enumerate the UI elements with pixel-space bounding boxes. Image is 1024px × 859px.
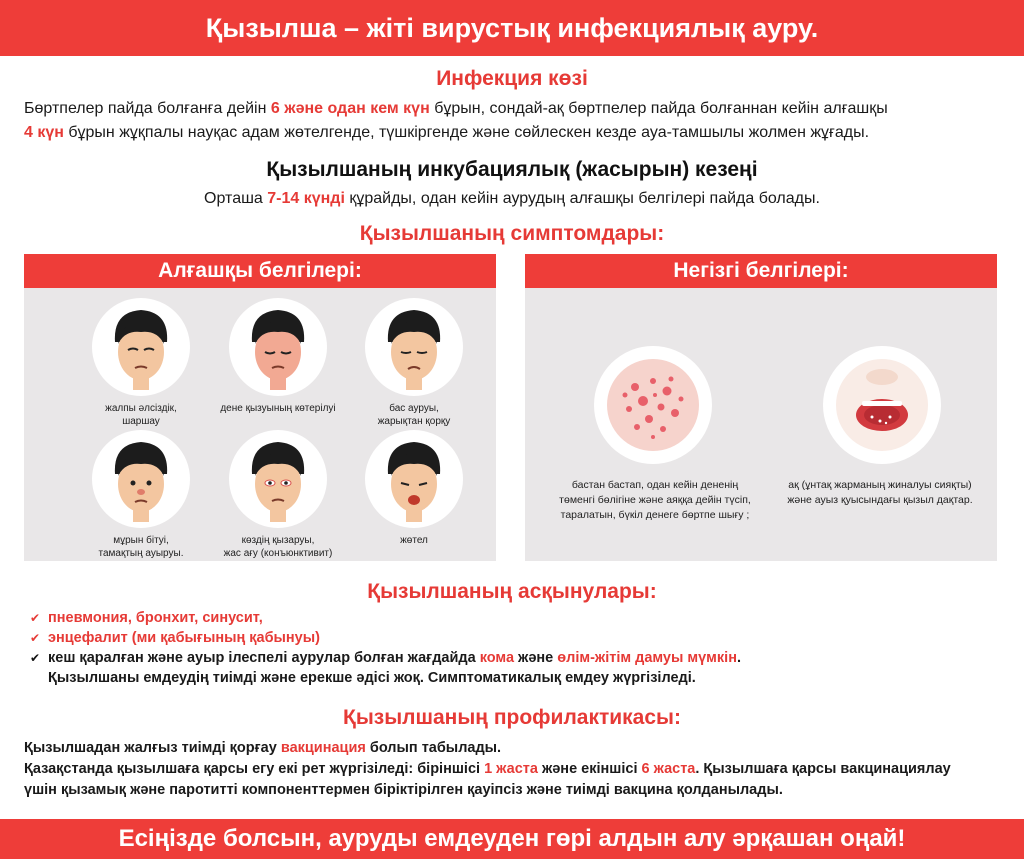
cough-face-icon <box>365 430 463 528</box>
footer-text: Есіңізде болсын, ауруды емдеуден гөрі алдын алу әрқашан оңай! <box>118 825 906 852</box>
headache-face-icon <box>365 298 463 396</box>
mouth-spots-caption: ақ (ұнтақ жарманың жиналуы сияқты) және ауыз қуысындағы қызыл дақтар. <box>787 479 973 506</box>
symptom-red-eyes: көздің қызаруы, жас ағу (конъюнктивит) <box>208 430 348 560</box>
complications-list <box>30 608 741 688</box>
symptoms-title: Қызылшаның симптомдары: <box>359 222 665 245</box>
runny-nose-face-icon <box>92 430 190 528</box>
symptom-cough: жөтел <box>344 430 484 547</box>
page-title: Қызылша – жіті вирустық инфекциялық ауру. <box>205 12 819 43</box>
check-icon: ✔ <box>30 611 41 625</box>
main-signs-panel <box>525 254 997 561</box>
main-signs-title: Негізгі белгілері: <box>525 254 997 288</box>
symptom-fever: дене қызуының көтерілуі <box>208 298 348 415</box>
prevention-title: Қызылшаның профилактикасы: <box>343 706 681 729</box>
mouth-spots-icon <box>823 346 941 464</box>
infection-source-text: Бөртпелер пайда болғанға дейін 6 және одан кем күн бұрын, сондай-ақ бөртпелер пайда болғаннан кейін алғашқы 4 күн бұрын жұқпалы науқас адам жөтелгенде, түшкіргенде және сөйлескен кезде ауа-тамшылы жолмен жұғады. <box>24 100 888 141</box>
list-item: ✔ пневмония, бронхит, синусит, <box>30 610 263 626</box>
check-icon: ✔ <box>30 651 41 665</box>
incubation-title: Қызылшаның инкубациялық (жасырын) кезеңі <box>266 158 758 181</box>
prevention-text: Қызылшадан жалғыз тиімді қорғау вакцинация болып табылады. Қазақстанда қызылшаға қарсы егу екі рет жүргізіледі: біріншісі 1 жаста және екіншісі 6 жаста. Қызылшаға қарсы вакцинациялау үшін қызамық және паротитті компоненттермен біріктірілген қауіпсіз және тиімді вакцина қолданылады. <box>24 740 951 798</box>
check-icon: ✔ <box>30 631 41 645</box>
early-signs-panel <box>24 254 496 561</box>
symptom-headache: бас ауруы, жарықтан қорқу <box>344 298 484 428</box>
early-signs-title: Алғашқы белгілері: <box>24 254 496 288</box>
rash-skin-icon <box>594 346 712 464</box>
treatment-note: Қызылшаны емдеудің тиімді және ерекше әдісі жоқ. Симптоматикалық емдеу жүргізіледі. <box>48 670 696 686</box>
footer-banner <box>0 819 1024 859</box>
fever-face-icon <box>229 298 327 396</box>
list-item: ✔ энцефалит (ми қабығының қабынуы) <box>30 630 320 646</box>
incubation-text: Орташа 7-14 күнді құрайды, одан кейін аурудың алғашқы белгілері пайда болады. <box>204 190 820 207</box>
tired-face-icon <box>92 298 190 396</box>
symptom-weakness: жалпы әлсіздік, шаршау <box>71 298 211 428</box>
title-banner <box>0 0 1024 56</box>
list-item: ✔ кеш қаралған және ауыр ілеспелі аурулар болған жағдайда кома және өлім-жітім дамуы мүмкін. <box>30 650 741 666</box>
complications-title: Қызылшаның асқынулары: <box>367 580 657 603</box>
symptom-runny-nose: мұрын бітуі, тамақтың ауыруы. <box>71 430 211 560</box>
rash-caption: бастан бастап, одан кейін дененің төменгі бөлігіне және аяққа дейін түсіп, таралатын, бүкіл денеге бөртпе шығу ; <box>559 479 751 521</box>
infection-source-title: Инфекция көзі <box>436 67 588 90</box>
red-eyes-face-icon <box>229 430 327 528</box>
